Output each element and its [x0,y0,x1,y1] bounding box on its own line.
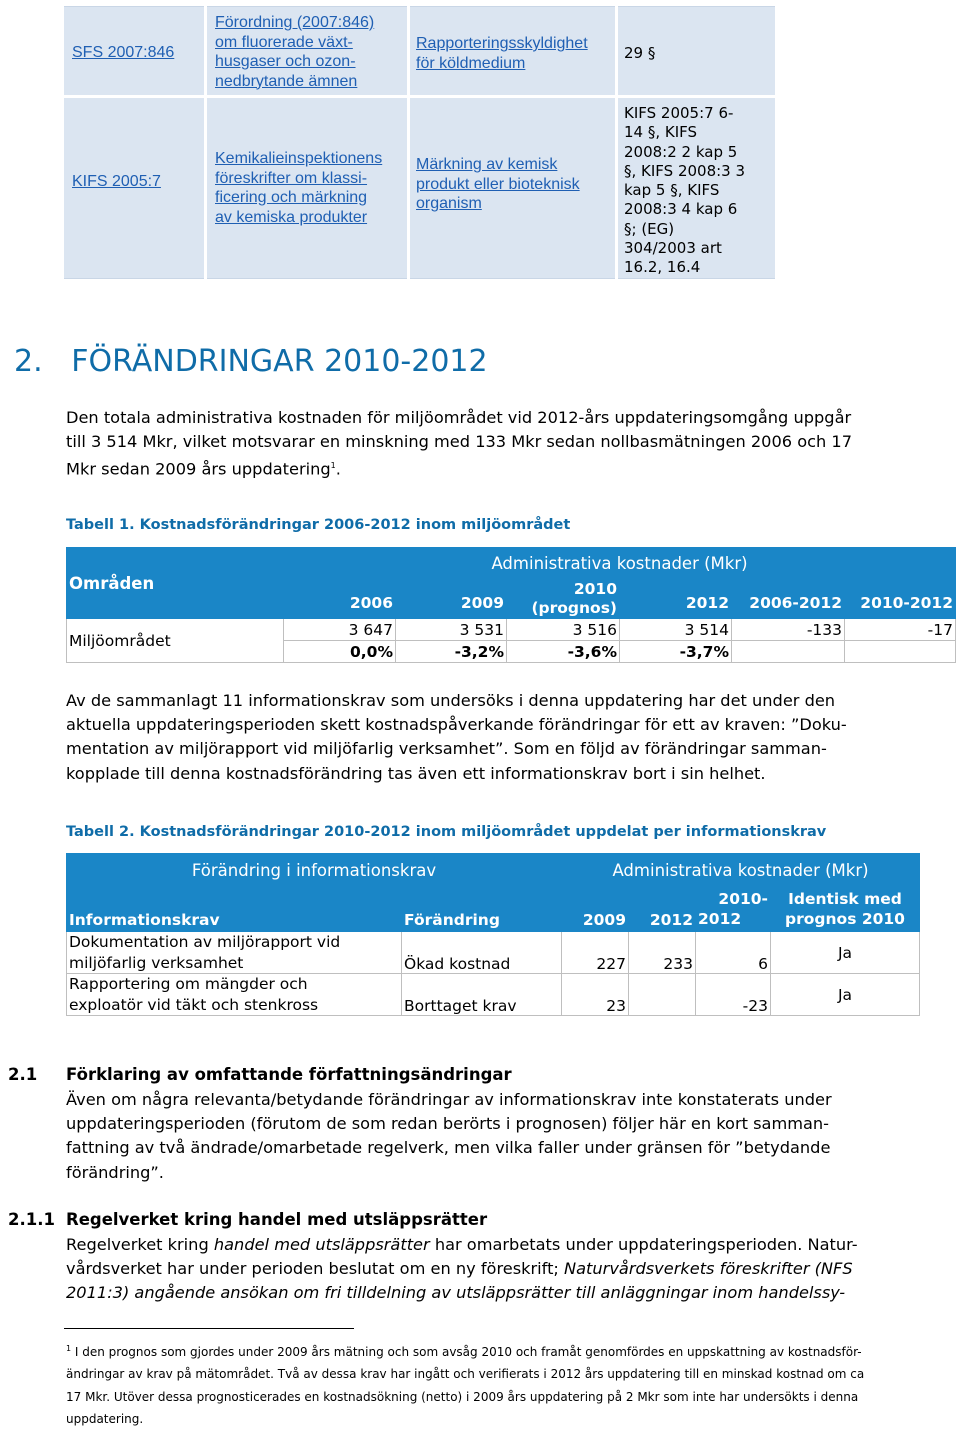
column-header: 2009 [396,579,507,619]
footnote [66,1338,956,1431]
subsection-title: Regelverket kring handel med utsläppsrätter [66,1210,488,1229]
subsection-paragraph [66,1088,956,1185]
text-fragment: har omarbetats under uppdateringsperioden. Natur- [429,1235,858,1254]
subsection-title: Förklaring av omfattande författningsändringar [66,1065,512,1084]
reference-title-link[interactable]: Förordning (2007:846) [215,14,375,31]
reference-title-link[interactable]: av kemiska produkter [215,208,368,226]
reference-paragraph: KIFS 2005:7 6- [624,104,734,122]
subsection-number: 2.1 [8,1065,38,1084]
column-header-line: 2010- [718,890,768,908]
footnote-line [66,1338,956,1363]
table2-group-header: Administrativa kostnader (Mkr) [562,854,920,887]
column-header: 2010-2012 [845,579,956,619]
table-row [67,974,920,1016]
reference-paragraph: §, KIFS 2008:3 3 [624,161,746,180]
text-fragment: I den prognos som gjordes under 2009 års mätning och som avsåg 2010 och framåt genomfördes en uppskattning av kostnadsför- [71,1345,862,1359]
text-line: uppdateringsperioden (förutom de som redan berörts i prognosen) följer här en kort samman- [66,1114,830,1134]
italic-fragment: handel med utsläppsrätter [213,1235,430,1254]
section-heading: 2. FÖRÄNDRINGAR 2010-2012 [14,344,488,379]
cell-line: miljöfarlig verksamhet [69,953,244,972]
text-line: förändring”. [66,1162,164,1182]
reference-paragraph: 29 § [624,44,656,62]
table-cell [629,974,696,1016]
table1-row-label: Miljöområdet [67,619,284,663]
table1-caption: Tabell 1. Kostnadsförändringar 2006-2012 inom miljöområdet [66,517,571,533]
text-line [66,1281,956,1305]
footnote-line: ändringar av krav på mätområdet. Två av dessa krav har ingått och verifierats i 2012 års uppdatering till en minskad kostnad om ca [66,1367,865,1382]
reference-table [64,6,775,279]
subsection-paragraph [66,1233,956,1306]
reference-paragraph: 14 §, KIFS [624,123,698,142]
reference-code-link[interactable]: SFS 2007:846 [72,44,175,61]
reference-paragraph: 304/2003 art [624,239,722,258]
table-cell: -133 [732,619,845,641]
table-cell: -3,6% [507,641,620,663]
subsection-number: 2.1.1 [8,1210,55,1229]
table-cell: 3 516 [507,619,620,641]
column-header [771,887,920,932]
text-fragment: . [335,459,341,479]
table-cell: 23 [562,974,629,1016]
table-cell: 3 531 [396,619,507,641]
table-cell: -3,2% [396,641,507,663]
footnote-separator [64,1328,354,1329]
text-line [66,1233,956,1257]
reference-title-link[interactable]: nedbrytande ämnen [215,72,358,90]
text-line: Av de sammanlagt 11 informationskrav som undersöks i denna uppdatering har det under den [66,691,836,710]
text-fragment: vårdsverket har under perioden beslutat om en ny föreskrift; [66,1259,565,1279]
cell-line: exploatör vid täkt och stenkross [69,995,319,1014]
table-cell: Ja [771,932,920,974]
table-cell: Ökad kostnad [402,932,562,974]
table-cell: -17 [845,619,956,641]
table-cell [67,932,402,974]
table-cell: 233 [629,932,696,974]
cell-line: Rapportering om mängder och [69,975,308,993]
text-line: till 3 514 Mkr, vilket motsvarar en minskning med 133 Mkr sedan nollbasmätningen 2006 och 17 [66,432,852,452]
reference-title-link[interactable]: föreskrifter om klassi- [215,169,368,187]
table-cell [732,641,845,663]
footnote-mark: 1 [66,1344,72,1353]
reference-subject-link[interactable]: Märkning av kemisk [416,156,558,173]
table-cell: 0,0% [284,641,396,663]
column-header: 2012 [620,579,732,619]
cell-line: Dokumentation av miljörapport vid [69,933,341,951]
column-header-line: prognos 2010 [785,910,905,928]
column-header: 2012 [629,887,696,932]
table-cell: Ja [771,974,920,1016]
column-header: 2009 [562,887,629,932]
table-cell: Borttaget krav [402,974,562,1016]
table2-caption: Tabell 2. Kostnadsförändringar 2010-2012 inom miljöområdet uppdelat per informationskrav [66,824,827,840]
reference-title-link[interactable]: husgaser och ozon- [215,53,356,70]
table1-group-header: Administrativa kostnader (Mkr) [284,548,956,579]
table-cell: 3 514 [620,619,732,641]
reference-title-link[interactable]: om fluorerade växt- [215,33,353,51]
column-header: Förändring [402,887,562,932]
intro-paragraph [66,406,956,482]
column-header: 2006 [284,579,396,619]
reference-subject-link[interactable]: för köldmedium [416,54,526,72]
column-header-line: Identisk med [788,890,902,908]
reference-title-link[interactable]: Kemikalieinspektionens [215,150,383,167]
reference-paragraph: §; (EG) [624,219,675,238]
footnote-ref[interactable]: 1 [330,461,336,471]
table2-group-header: Förändring i informationskrav [67,854,562,887]
body-paragraph [66,689,956,786]
reference-paragraph: kap 5 §, KIFS [624,181,720,200]
table-cell [67,974,402,1016]
text-fragment: Regelverket kring [66,1235,214,1254]
italic-fragment: 2011:3) angående ansökan om fri tilldelning av utsläppsrätter till anläggningar inom handelssy- [66,1283,846,1303]
table-cell: -23 [696,974,771,1016]
reference-title-link[interactable]: ficering och märkning [215,189,368,206]
table-cell [845,641,956,663]
column-header-line: 2010 [573,579,617,598]
table-cell: -3,7% [620,641,732,663]
reference-paragraph: 2008:2 2 kap 5 [624,142,738,161]
reference-row [64,97,775,279]
reference-subject-link[interactable]: produkt eller bioteknisk [416,175,580,193]
column-header-line: (prognos) [531,598,617,617]
table1 [66,547,956,663]
table-cell: 6 [696,932,771,974]
text-fragment: Mkr sedan 2009 års uppdatering [66,459,331,479]
column-header [696,887,771,932]
text-line [66,454,956,482]
text-line: aktuella uppdateringsperioden skett kostnadspåverkande förändringar för ett av kraven: ”Doku- [66,715,847,735]
footnote-line: 17 Mkr. Utöver dessa prognosticerades en kostnadsökning (netto) i 2009 års uppdatering på 2 Mkr som inte har undersökts i denna [66,1389,859,1404]
column-header-line: 2012 [698,910,742,928]
reference-code-link[interactable]: KIFS 2005:7 [72,173,161,190]
text-line: fattning av två ändrade/omarbetade regelverk, men vilka faller under gränsen för ”betydande [66,1138,831,1158]
column-header [507,579,620,619]
table-cell: 227 [562,932,629,974]
text-line: Även om några relevanta/betydande förändringar av informationskrav inte konstaterats under [66,1090,832,1109]
column-header: 2006-2012 [732,579,845,619]
reference-paragraph: 2008:3 4 kap 6 [624,200,738,219]
reference-paragraph: 16.2, 16.4 [624,258,701,277]
text-line: mentation av miljörapport vid miljöfarlig verksamhet”. Som en följd av förändringar samman- [66,739,827,759]
table-cell: 3 647 [284,619,396,641]
table2 [66,853,920,1016]
reference-row [64,7,775,97]
text-line: Den totala administrativa kostnaden för miljöområdet vid 2012-års uppdateringsomgång uppgår [66,408,852,427]
table-row [67,932,920,974]
footnote-line: uppdatering. [66,1412,144,1427]
text-line: kopplade till denna kostnadsförändring tas även ett informationskrav bort i sin helhet. [66,763,766,783]
column-header: Informationskrav [67,887,402,932]
table1-row-header: Områden [67,548,284,619]
text-line [66,1257,956,1281]
italic-fragment: Naturvårdsverkets föreskrifter (NFS [564,1259,853,1279]
reference-subject-link[interactable]: Rapporteringsskyldighet [416,35,588,52]
reference-subject-link[interactable]: organism [416,195,482,212]
